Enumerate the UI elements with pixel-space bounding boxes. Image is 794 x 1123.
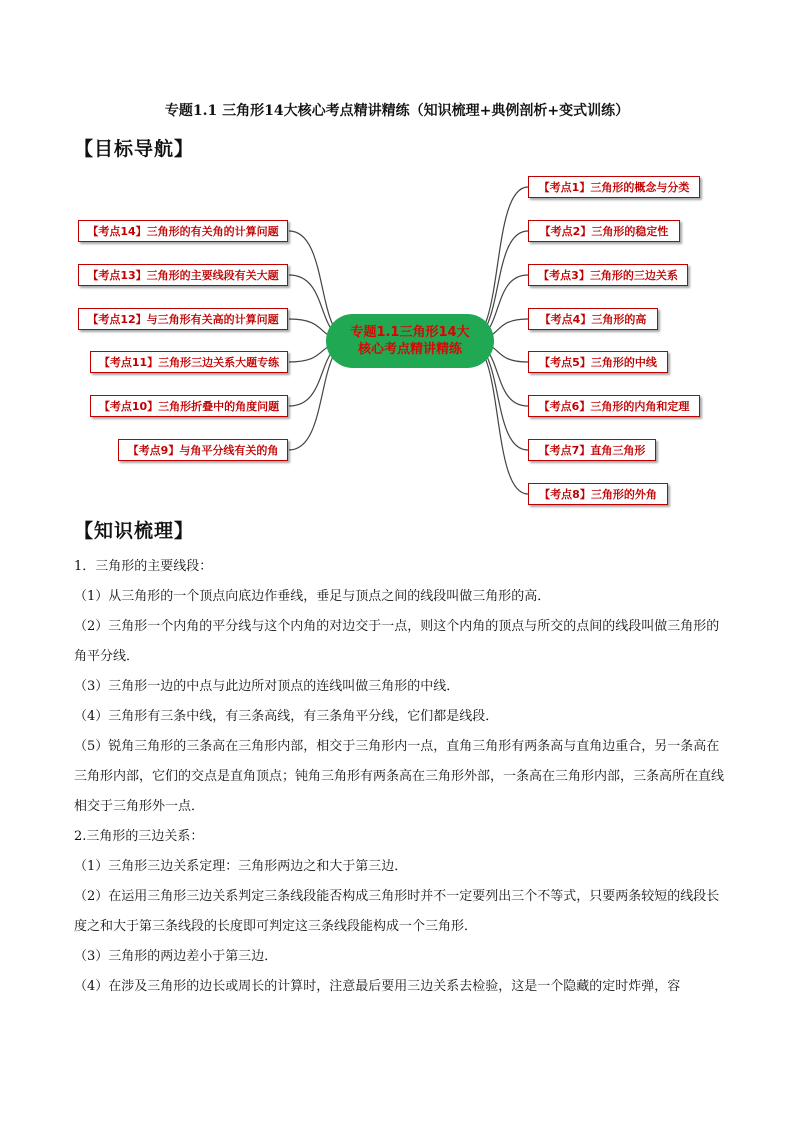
section-heading-nav: 【目标导航】 <box>74 138 195 160</box>
paragraph: （3）三角形的两边差小于第三边． <box>74 949 278 964</box>
paragraph: （1）三角形三边关系定理：三角形两边之和大于第三边． <box>74 859 408 874</box>
mindmap-center-node <box>326 314 494 368</box>
paragraph: 1．三角形的主要线段： <box>74 559 213 574</box>
paragraph: （5）锐角三角形的三条高在三角形内部，相交于三角形内一点，直角三角形有两条高与直角边重合，另一条高在三角形内部，它们的交点是直角顶点；钝角三角形有两条高在三角形外部，一条高在三角形内部，三条高所在直线相交于三角形外一点． <box>74 739 725 814</box>
mindmap-node-right-7: 【考点7】直角三角形 <box>528 439 656 461</box>
paragraph: （4）三角形有三条中线，有三条高线，有三条角平分线，它们都是线段． <box>74 709 499 724</box>
mindmap-center-line-1: 专题1.1三角形14大 <box>350 325 470 340</box>
paragraph: （2）三角形一个内角的平分线与这个内角的对边交于一点，则这个内角的顶点与所交的点间的线段叫做三角形的角平分线． <box>74 619 720 664</box>
mindmap-node-left-11: 【考点11】三角形三边关系大题专练 <box>90 351 288 373</box>
paragraph: （2）在运用三角形三边关系判定三条线段能否构成三角形时并不一定要列出三个不等式，只要两条较短的线段长度之和大于第三条线段的长度即可判定这三条线段能构成一个三角形． <box>74 889 720 934</box>
mindmap-node-right-2: 【考点2】三角形的稳定性 <box>528 220 680 242</box>
mindmap-center-line-2: 核心考点精讲精练 <box>357 342 462 357</box>
mindmap-node-right-4: 【考点4】三角形的高 <box>528 308 658 330</box>
paragraph: （1）从三角形的一个顶点向底边作垂线，垂足与顶点之间的线段叫做三角形的高． <box>74 589 551 604</box>
mindmap-node-right-5: 【考点5】三角形的中线 <box>528 351 668 373</box>
mindmap-node-left-13: 【考点13】三角形的主要线段有关大题 <box>78 264 288 286</box>
mind-map <box>0 165 794 515</box>
paragraph: 2.三角形的三边关系： <box>74 829 204 844</box>
paragraph: （4）在涉及三角形的边长或周长的计算时，注意最后要用三边关系去检验，这是一个隐藏的定时炸弹，容 <box>74 979 681 994</box>
mindmap-node-right-6: 【考点6】三角形的内角和定理 <box>528 395 700 417</box>
mindmap-node-right-8: 【考点8】三角形的外角 <box>528 483 668 505</box>
mindmap-node-left-10: 【考点10】三角形折叠中的角度问题 <box>90 395 288 417</box>
knowledge-body <box>74 552 724 1002</box>
paragraph: （3）三角形一边的中点与此边所对顶点的连线叫做三角形的中线． <box>74 679 460 694</box>
section-heading-knowledge: 【知识梳理】 <box>74 520 195 542</box>
mindmap-node-right-1: 【考点1】三角形的概念与分类 <box>528 176 700 198</box>
mindmap-node-left-12: 【考点12】与三角形有关高的计算问题 <box>78 308 288 330</box>
page-title: 专题1.1 三角形14大核心考点精讲精练（知识梳理+典例剖析+变式训练） <box>164 103 630 119</box>
mindmap-node-right-3: 【考点3】三角形的三边关系 <box>528 264 688 286</box>
mindmap-node-left-14: 【考点14】三角形的有关角的计算问题 <box>78 220 288 242</box>
mindmap-node-left-9: 【考点9】与角平分线有关的角 <box>118 439 288 461</box>
